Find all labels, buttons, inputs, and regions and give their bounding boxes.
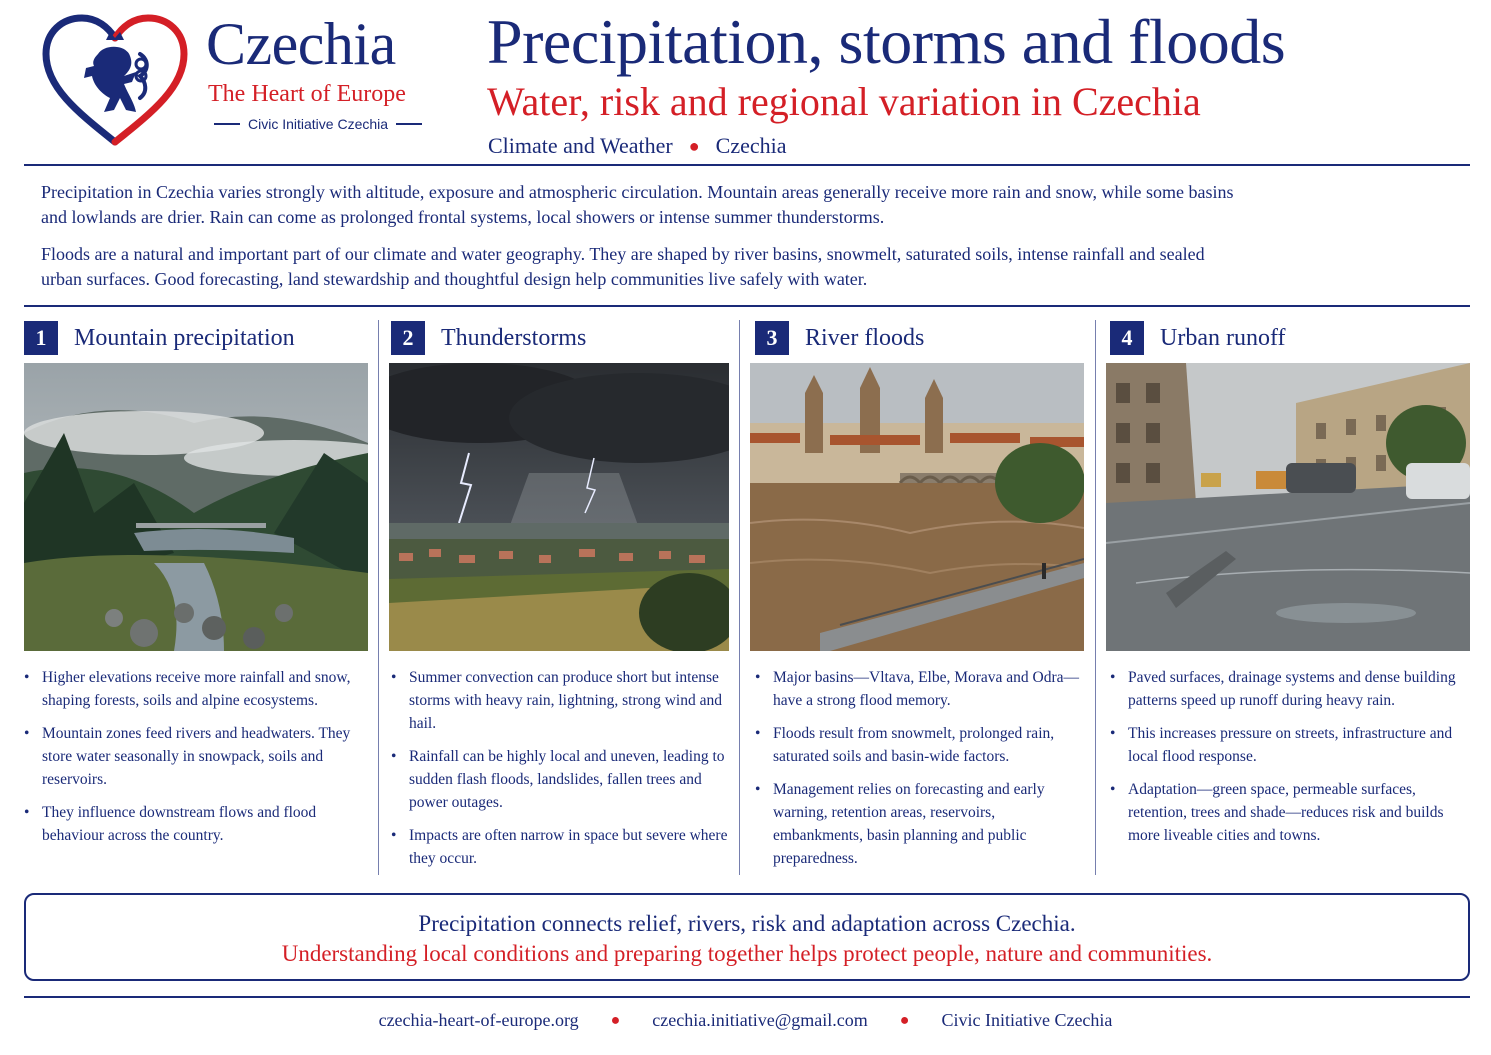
list-item: • Adaptation—green space, permeable surfaces, retention, trees and shade—reduces risk and builds more liveable cities and towns.	[1110, 778, 1470, 847]
page-footer	[0, 1010, 1491, 1031]
panel-header	[391, 320, 729, 356]
column-divider	[1095, 320, 1096, 875]
page-subtitle: Water, risk and regional variation in Czechia	[487, 79, 1201, 124]
column-divider	[378, 320, 379, 875]
bullet-list	[755, 666, 1085, 880]
bullet-dot-icon: ●	[688, 135, 700, 156]
page-header	[0, 0, 1491, 166]
divider-rule	[24, 164, 1470, 166]
list-item: • Mountain zones feed rivers and headwaters. They store water seasonally in snowpack, soils and reservoirs.	[24, 722, 368, 791]
flooded-river-city-photo	[750, 363, 1084, 651]
panel-title: Thunderstorms	[441, 324, 587, 351]
bullet-list	[24, 666, 368, 857]
page-title: Precipitation, storms and floods	[487, 6, 1286, 77]
panel-header	[24, 320, 368, 356]
list-item: • Floods result from snowmelt, prolonged rain, saturated soils and basin-wide factors.	[755, 722, 1085, 768]
list-item: • Paved surfaces, drainage systems and dense building patterns speed up runoff during heavy rain.	[1110, 666, 1470, 712]
footer-organization: Civic Initiative Czechia	[941, 1010, 1113, 1030]
summary-box	[24, 893, 1470, 981]
panel-number: 2	[391, 321, 425, 355]
footer-email-link[interactable]: czechia.initiative@gmail.com	[652, 1010, 868, 1030]
panel-river-floods	[755, 320, 1085, 867]
category-label: Climate and Weather	[488, 133, 673, 158]
panel-number: 4	[1110, 321, 1144, 355]
list-item: • Higher elevations receive more rainfall and snow, shaping forests, soils and alpine ecosystems.	[24, 666, 368, 712]
wet-city-street-photo	[1106, 363, 1470, 651]
brand-civic-line	[206, 116, 430, 132]
panel-mountain-precipitation	[24, 320, 368, 844]
list-item: • Management relies on forecasting and early warning, retention areas, reservoirs, embankments, basin planning and public preparedness.	[755, 778, 1085, 870]
panel-title: River floods	[805, 324, 925, 351]
panel-header	[755, 320, 1085, 356]
divider-rule	[24, 996, 1470, 998]
thunderstorm-over-town-photo	[389, 363, 729, 651]
category-breadcrumb	[488, 133, 787, 159]
bullet-list	[1110, 666, 1470, 857]
brand-tagline: The Heart of Europe	[208, 81, 406, 107]
panel-number: 3	[755, 321, 789, 355]
footer-website-link[interactable]: czechia-heart-of-europe.org	[378, 1010, 579, 1030]
panel-header	[1110, 320, 1470, 356]
bullet-list	[391, 666, 729, 880]
category-label: Czechia	[715, 133, 787, 158]
panel-title: Urban runoff	[1160, 324, 1286, 351]
panel-title: Mountain precipitation	[74, 324, 295, 351]
list-item: • This increases pressure on streets, infrastructure and local flood response.	[1110, 722, 1470, 768]
bullet-dot-icon: ●	[899, 1011, 910, 1029]
intro-text	[41, 180, 1241, 292]
divider-dash	[214, 123, 240, 125]
panel-thunderstorms	[391, 320, 729, 867]
panel-number: 1	[24, 321, 58, 355]
intro-paragraph: Precipitation in Czechia varies strongly with altitude, exposure and atmospheric circulation. Mountain areas generally receive more rain and snow, while some basins and lowlands are drier. Rain can come as prolonged frontal systems, local showers or intense summer thunderstorms.	[41, 182, 1234, 227]
divider-dash	[396, 123, 422, 125]
list-item: • Impacts are often narrow in space but severe where they occur.	[391, 824, 729, 870]
list-item: • Summer convection can produce short but intense storms with heavy rain, lightning, strong wind and hail.	[391, 666, 729, 735]
list-item: • Major basins—Vltava, Elbe, Morava and Odra—have a strong flood memory.	[755, 666, 1085, 712]
bullet-dot-icon: ●	[610, 1011, 621, 1029]
brand-civic-text: Civic Initiative Czechia	[248, 116, 389, 132]
column-divider	[739, 320, 740, 875]
summary-line-highlight: Understanding local conditions and preparing together helps protect people, nature and communities.	[281, 941, 1213, 966]
panel-urban-runoff	[1110, 320, 1470, 844]
heart-lion-logo-icon	[40, 14, 190, 146]
divider-rule	[24, 305, 1470, 307]
list-item: • They influence downstream flows and flood behaviour across the country.	[24, 801, 368, 847]
intro-paragraph: Floods are a natural and important part of our climate and water geography. They are shaped by river basins, snowmelt, saturated soils, intense rainfall and sealed urban surfaces. Good forecasting, land stewardship and thoughtful design help communities live safely with water.	[41, 244, 1205, 289]
summary-line: Precipitation connects relief, rivers, risk and adaptation across Czechia.	[418, 911, 1076, 936]
list-item: • Rainfall can be highly local and uneven, leading to sudden flash floods, landslides, fallen trees and power outages.	[391, 745, 729, 814]
misty-mountain-valley-photo	[24, 363, 368, 651]
brand-name: Czechia	[206, 11, 396, 77]
